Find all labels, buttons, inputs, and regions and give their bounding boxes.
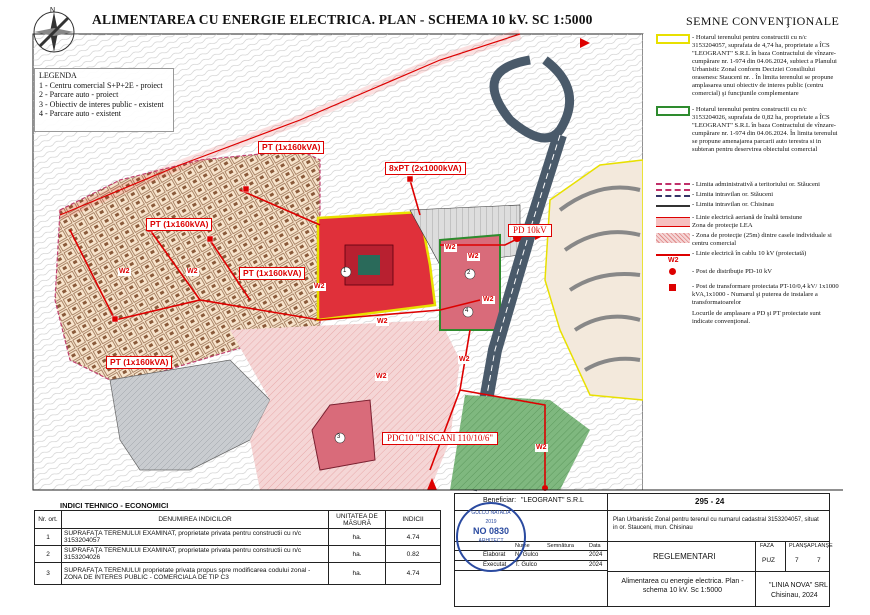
legend-item: - Hotarul terenului pentru constructii cu n/c 3153204057, suprafata de 4,74 ha, proprietate a ÎCS "LEOGRANT" S.R.L în baza Contractului de vînzare-cumpărare nr. 1-974 din 04.06.2024, subiect a Planului Urbanistic Zonal conform Deciziei Consiliului orasenesc Stauceni nr. . În limita terenului se propune amplasarea unui obiectiv de interes public (centru comercial) şi funcţiunile complementare xyxy=(692,34,837,97)
project-number: 295 - 24 xyxy=(695,497,725,506)
company-city-year: Chisinau, 2024 xyxy=(771,592,818,599)
col-header: Nr. ort. xyxy=(35,511,62,529)
indici-title: INDICI TEHNICO - ECONOMICI xyxy=(60,501,169,510)
w2-label: W2 xyxy=(377,318,388,325)
cell: 3 xyxy=(35,563,62,585)
pd-label: PD 10kV xyxy=(508,224,552,237)
faza-value: PUZ xyxy=(762,557,775,564)
section-name: REGLEMENTARI xyxy=(653,552,716,561)
col-header: INDICII xyxy=(386,511,441,529)
cell: ha. xyxy=(329,529,386,546)
col-label: Semnătura xyxy=(547,543,574,549)
swatch-pt-post xyxy=(669,284,676,291)
zone-number: 4 xyxy=(465,308,469,314)
cell: 0.82 xyxy=(386,546,441,563)
table-row xyxy=(35,529,441,546)
year-elaborat: 2024 xyxy=(589,552,603,558)
pdc-label: PDC10 "RISCANI 110/10/6" xyxy=(382,432,498,445)
cell: SUPRAFAŢA TERENULUI EXAMINAT, proprietate privata pentru constructii cu n/c 3153204057 xyxy=(62,529,329,546)
legend-note: Locurile de amplasare a PD şi PT proiectate sunt indicate convenţional. xyxy=(692,310,821,325)
planse-label: PLANŞE xyxy=(811,543,833,549)
role-elaborat: Elaborat xyxy=(483,552,506,558)
pt-label-center: PT (1x160kVA) xyxy=(239,267,305,280)
legend-item: - Linie electrică aeriană de înaltă tensiune xyxy=(692,214,803,221)
legend-item: - Post de distribuţie PD-10 kV xyxy=(692,268,773,275)
compass-rose xyxy=(34,12,74,52)
planse-value: 7 xyxy=(817,557,821,564)
beneficiar-value: "LEOGRANT" S.R.L xyxy=(521,497,584,504)
swatch-admin-limit xyxy=(656,183,690,191)
cell: SUPRAFAŢA TERENULUI proprietate privata propus spre modificarea codului zonal - ZONA DE INTERES PUBLIC - COMERCIALA DE TIP C3 xyxy=(62,563,329,585)
architect-seal xyxy=(456,502,526,572)
table-row xyxy=(35,546,441,563)
swatch-pd-post xyxy=(669,268,676,275)
swatch-intravilan-stauceni xyxy=(656,195,690,197)
cell: 2 xyxy=(35,546,62,563)
legend-conventional-title: SEMNE CONVENŢIONALE xyxy=(686,14,840,28)
legend-item: - Limita administrativă a teritoriului or. Stăuceni xyxy=(692,181,820,188)
cell: 1 xyxy=(35,529,62,546)
legend-item: 2 - Parcare auto - proiect xyxy=(39,90,119,99)
role-executat: Executat xyxy=(483,562,507,568)
year-executat: 2024 xyxy=(589,562,603,568)
legend-item: - Zona de protecţie (25m) dintre casele individuale si centru comercial xyxy=(692,232,832,247)
w2-label: W2 xyxy=(445,244,456,251)
swatch-cable-line xyxy=(656,254,690,256)
seal-year: 2019 xyxy=(485,519,497,525)
indici-table xyxy=(34,510,441,585)
legend-item: - Hotarul terenului pentru constructii cu n/c 3153204026, suprafata de 0,82 ha, proprietate a ÎCS "LEOGRANT" S.R.L în baza Contractului de vînzare-cumpărare nr. 1-974 din 04.06.2024. În limita terenului se propune amenajarea parcarii auto terestra si in subteran pentru deservirea obiectului comercial xyxy=(692,106,838,153)
w2-label: W2 xyxy=(468,253,479,260)
legend-heading: LEGENDA xyxy=(39,71,77,80)
compass-north-label: N xyxy=(50,7,56,14)
legend-item: Zona de protecţie LEA xyxy=(692,222,753,229)
seal-sub: ARHITECT xyxy=(478,538,504,544)
w2-label: W2 xyxy=(536,444,547,451)
plansa-value: 7 xyxy=(795,557,799,564)
cell: SUPRAFAŢA TERENULUI EXAMINAT, proprietate privata pentru constructii cu n/c 3153204026 xyxy=(62,546,329,563)
swatch-green-border xyxy=(656,106,690,116)
legend-item: - Limita intravilan or. Chisinau xyxy=(692,201,774,208)
legend-item: 4 - Parcare auto - existent xyxy=(39,109,121,118)
pt-label-8xpt: 8xPT (2x1000kVA) xyxy=(385,162,466,175)
w2-legend-label: W2 xyxy=(668,257,679,264)
legend-item: - Linie electrică în cablu 10 kV (proiectată) xyxy=(692,250,807,257)
company-name: "LINIA NOVA" SRL xyxy=(769,582,828,589)
cell: ha. xyxy=(329,563,386,585)
col-label: Data xyxy=(589,543,601,549)
w2-label: W2 xyxy=(376,373,387,380)
w2-label: W2 xyxy=(187,268,198,275)
zone-number: 3 xyxy=(337,434,341,440)
w2-label: W2 xyxy=(314,283,325,290)
pt-label-north: PT (1x160kVA) xyxy=(258,141,324,154)
name-elaborat: N. Gulco xyxy=(515,552,539,558)
legend-item: 1 - Centru comercial S+P+2E - proiect xyxy=(39,80,163,90)
swatch-protection-zone xyxy=(656,233,690,243)
table-row xyxy=(35,563,441,585)
seal-number: NO 0830 xyxy=(472,526,510,536)
w2-label: W2 xyxy=(119,268,130,275)
legend-item: 3 - Obiectiv de interes public - existent xyxy=(39,99,164,109)
cell: 4.74 xyxy=(386,529,441,546)
plansa-label: PLANŞA xyxy=(789,543,811,549)
legend-box xyxy=(34,68,174,132)
zone-number: 2 xyxy=(467,270,471,276)
cell: ha. xyxy=(329,546,386,563)
name-executat: T. Gulco xyxy=(515,562,538,568)
faza-label: FAZA xyxy=(760,543,774,549)
project-description: Plan Urbanistic Zonal pentru terenul cu numarul cadastral 3153204057, situat in or. Stauceni, mun. Chisinau xyxy=(613,517,819,531)
legend-item: - Limita intravilan or. Stăuceni xyxy=(692,191,774,198)
page-title: ALIMENTAREA CU ENERGIE ELECTRICA. PLAN - SCHEMA 10 kV. SC 1:5000 xyxy=(92,12,593,27)
col-header: DENUMIREA INDICILOR xyxy=(62,511,329,529)
beneficiar-label: Beneficiar: xyxy=(483,497,517,504)
swatch-yellow-border xyxy=(656,34,690,44)
swatch-intravilan-chisinau xyxy=(656,205,690,207)
pt-label-west: PT (1x160kVA) xyxy=(146,218,212,231)
legend-item: - Post de transformare proiectata PT-10/0,4 kV/ 1x1000 kVA,1x1000 - Numarul şi puterea de instalare a transformatoarelor xyxy=(692,283,839,306)
col-header: UNITATEA DE MĂSURĂ xyxy=(329,511,386,529)
col-label: Nume xyxy=(515,543,530,549)
cell: 4.74 xyxy=(386,563,441,585)
w2-label: W2 xyxy=(483,296,494,303)
w2-label: W2 xyxy=(459,356,470,363)
zone-number: 1 xyxy=(343,268,347,274)
drawing-name: Alimentarea cu energie electrica. Plan - schema 10 kV. Sc 1:5000 xyxy=(621,578,744,594)
swatch-hv-line xyxy=(656,217,690,227)
seal-text: GULCO NATALIA xyxy=(471,510,511,516)
pt-label-south: PT (1x160kVA) xyxy=(106,356,172,369)
